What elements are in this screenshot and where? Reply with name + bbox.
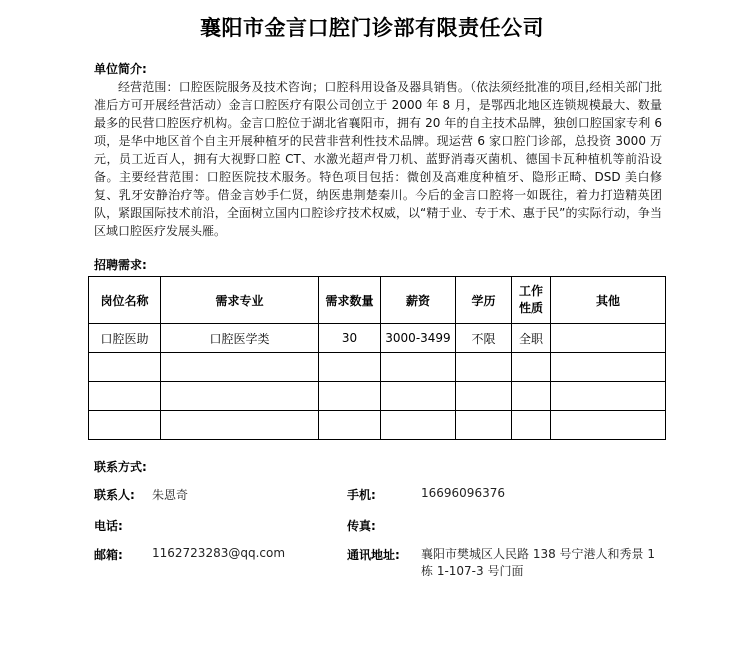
- email-value: 1162723283@qq.com: [152, 546, 286, 560]
- cell: [456, 353, 512, 382]
- col-position: 岗位名称: [89, 277, 161, 324]
- intro-heading: 单位简介:: [94, 62, 147, 76]
- cell: [319, 353, 381, 382]
- address-line-1: 襄阳市樊城区人民路 138 号宁港人和秀景 1: [421, 547, 655, 561]
- cell: 不限: [456, 324, 512, 353]
- cell: [551, 324, 666, 353]
- cell: 口腔医学类: [161, 324, 319, 353]
- intro-text: 经营范围：口腔医院服务及技术咨询；口腔科用设备及器具销售。（依法须经批准的项目,经相关部门批准后方可开展经营活动）金言口腔医疗有限公司创立于 2000 年 8 月，是鄂西北地区连锁规模最大、数量最多的民营口腔医疗机构。金言口腔位于湖北省襄阳市，拥有 20 年的自主技术品牌，独创口腔国家专利 6 项，是华中地区首个自主开展种植牙的民营非营利性技术品牌。现运营 6 家口腔门诊部，总投资 3000 万元，员工近百人，拥有大视野口腔 CT、水激光超声骨刀机、蓝野消毒灭菌机、德国卡瓦种植机等前沿设备。主要经营范围：口腔医院技术服务。特色项目包括：微创及高难度种植牙、隐形正畸、DSD 美白修复、乳牙安静治疗等。借金言妙手仁贤，纳医患荆楚秦川。今后的金言口腔将一如既往，着力打造精英团队，紧跟国际技术前沿，全面树立国内口腔诊疗技术权威，以“精于业、专于术、惠于民”的实际行动，争当区域口腔医疗发展头雁。: [94, 80, 662, 238]
- table-row: [89, 411, 666, 440]
- recruit-table: [88, 276, 666, 440]
- table-row: [89, 324, 666, 353]
- mobile-label: 手机:: [347, 488, 376, 502]
- fax-label: 传真:: [347, 519, 376, 533]
- address-line-2: 栋 1-107-3 号门面: [421, 564, 524, 578]
- col-salary: 薪资: [381, 277, 456, 324]
- cell: [456, 411, 512, 440]
- cell: [319, 382, 381, 411]
- address-label: 通讯地址:: [347, 548, 400, 562]
- cell: [551, 411, 666, 440]
- cell: 口腔医助: [89, 324, 161, 353]
- cell: [89, 353, 161, 382]
- email-label: 邮箱:: [94, 548, 123, 562]
- phone-label: 电话:: [94, 519, 123, 533]
- contact-person-label: 联系人:: [94, 488, 135, 502]
- contact-person: 朱恩奇: [152, 488, 189, 502]
- address-value: [421, 546, 655, 580]
- cell: [512, 353, 551, 382]
- col-job-type-label: 工作性质: [518, 284, 543, 315]
- cell: [381, 382, 456, 411]
- mobile-value: 16696096376: [421, 486, 505, 500]
- cell: [512, 411, 551, 440]
- table-header-row: [89, 277, 666, 324]
- table-row: [89, 353, 666, 382]
- col-education: 学历: [456, 277, 512, 324]
- cell: [381, 353, 456, 382]
- cell: [381, 411, 456, 440]
- cell: [512, 382, 551, 411]
- cell: [161, 353, 319, 382]
- col-quantity: 需求数量: [319, 277, 381, 324]
- cell: [161, 411, 319, 440]
- cell: 3000-3499: [381, 324, 456, 353]
- cell: [89, 411, 161, 440]
- col-other: 其他: [551, 277, 666, 324]
- cell: 30: [319, 324, 381, 353]
- page-title: 襄阳市金言口腔门诊部有限责任公司: [200, 16, 544, 40]
- recruit-heading: 招聘需求:: [94, 258, 147, 272]
- table-row: [89, 382, 666, 411]
- cell: 全职: [512, 324, 551, 353]
- col-major: 需求专业: [161, 277, 319, 324]
- cell: [161, 382, 319, 411]
- contact-heading: 联系方式:: [94, 460, 147, 474]
- cell: [551, 353, 666, 382]
- cell: [89, 382, 161, 411]
- cell: [456, 382, 512, 411]
- cell: [551, 382, 666, 411]
- col-job-type: [512, 277, 551, 324]
- cell: [319, 411, 381, 440]
